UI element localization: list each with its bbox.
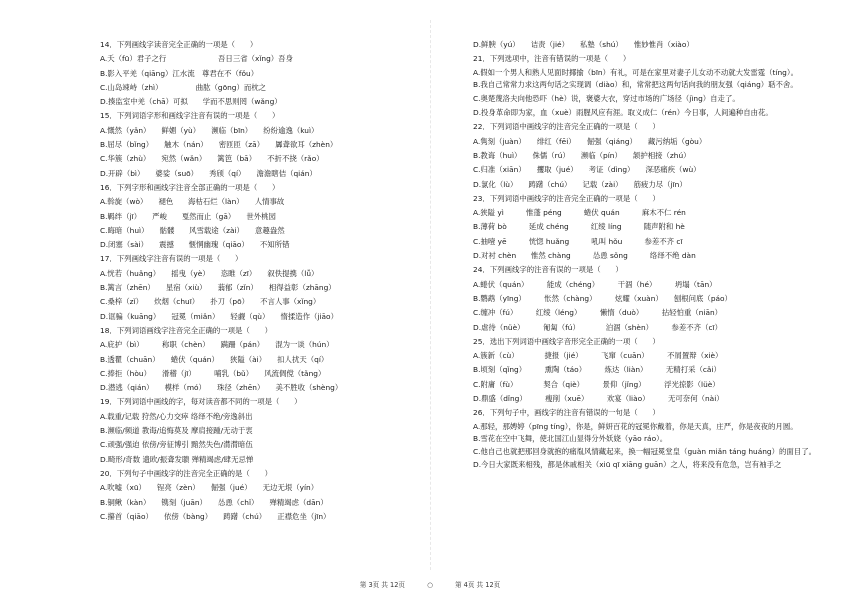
- page-number-right: 第 4页 共 12页: [454, 581, 501, 589]
- answer-option: B.雪花在空中飞舞，使北国江山显得分外妖娆（yāo ráo）。: [473, 434, 668, 444]
- answer-option: A.恍若（huǎng） 摇曳（yè） 恣睢（zī） 叙佚提携（lǚ）: [100, 268, 319, 278]
- answer-option: B.薄荷 bò 延成 chéng 红绫 líng 随声附和 hè: [473, 222, 685, 232]
- answer-option: A.吹嘘（xū） 锃亮（zèn） 倔强（jué） 无边无垠（yín）: [100, 483, 319, 493]
- answer-option: C.华簇（zhù） 宛然（wǎn） 篱笆（bā） 不折不挠（rǎo）: [100, 154, 324, 164]
- answer-option: B.鹦鹉（yīng） 怅然（chàng） 炫耀（xuàn） 刨根问底（páo）: [473, 293, 732, 303]
- right-column: [473, 38, 841, 473]
- answer-option: B.我自己常常力求这两句话之实现调（diào）和，常常把这两句话向我的朋友强（qiáng）聒不舍。: [473, 80, 798, 90]
- answer-option: D.潜逃（qián） 模样（mó） 珠径（zhēn） 美不胜收（shèng）: [100, 383, 343, 393]
- question-stem: 25．选出下列词语中画线字音形完全正确的一项（ ）: [473, 336, 660, 346]
- answer-option: D.畸形/奇数 遗欧/振聋发聩 殚精竭虑/肆无忌惮: [100, 454, 254, 464]
- answer-option: B.影入平羌（qiāng）江水流 尊君在不（fǒu）: [100, 68, 259, 78]
- answer-option: C.附庸（fù） 契合（qiè） 景仰（jǐng） 浮光掠影（lüè）: [473, 379, 720, 389]
- answer-option: C.他自己也就把那回身就抱的痛胤风情藏起来，换一幅冠冕堂皇（guàn miǎn táng huáng）的面目了。: [473, 446, 816, 456]
- answer-option: B.铜鳅（kàn） 镌刻（juān） 怂恿（chǐ） 殚精竭虑（dān）: [100, 497, 328, 507]
- answer-option: C.攥首（qiāo） 依傍（bàng） 踌躇（chú） 正襟危坐（jīn）: [100, 511, 331, 521]
- answer-option: C.奥楚蔑洛夫向他恐吓（hè）说，褒婆大衣，穿过市场的广场径（jìng）自走了。: [473, 93, 740, 103]
- answer-option: A.慨然（yǎn） 鲜媚（yù） 濒临（bīn） 纷纷逾逸（kuì）: [100, 125, 319, 135]
- answer-option: D.对衬 chèn 惟然 chàng 怂恿 sǒng 络绎不绝 dàn: [473, 251, 696, 261]
- question-stem: 16．下列字形和画线字注音全部正确的一项是（ ）: [100, 182, 280, 192]
- answer-option: C.归准（xiān） 攫取（jué） 考证（dìng） 深恶痛疾（wù）: [473, 165, 701, 175]
- answer-option: C.山岛竦峙（zhì） 曲肱（gōng）而枕之: [100, 82, 267, 92]
- answer-option: D.诓骗（kuāng） 冠冕（miǎn） 轻觑（qù） 惰揉造作（jiāo）: [100, 311, 338, 321]
- answer-option: A.蜷伏（quán） 能成（chéng） 干涸（hé） 坍塌（tān）: [473, 279, 717, 289]
- answer-option: C.顽强/强迫 依傍/旁征博引 黯然失色/潸潸暗伍: [100, 440, 253, 450]
- question-stem: 22．下列词语中画线字的注音完全正确的一项是（ ）: [473, 122, 660, 132]
- answer-option: B.教诲（huì） 侏儒（rú） 濒临（pín） 颔护相接（zhú）: [473, 150, 691, 160]
- answer-option: C.缠冲（fú） 红绫（léng） 懒惰（duò） 拈轻怕重（niān）: [473, 308, 723, 318]
- question-stem: 17．下列画线字注音有误的一项是（ ）: [100, 254, 243, 264]
- question-stem: 18．下列词语画线字注音完全正确的一项是（ ）: [100, 325, 273, 335]
- question-stem: 20．下列句子中画线字的注音完全正确的是（ ）: [100, 468, 273, 478]
- answer-option: A.狭隘 yì 惟蓬 péng 蜷伏 quán 麻木不仁 rén: [473, 208, 686, 218]
- answer-option: B.屈尽（bǐng） 触木（nán） 密匝匝（zā） 羼聋欲耳（zhèn）: [100, 140, 338, 150]
- answer-option: C.捧拒（hòu） 滑稽（jī） 哺乳（bǔ） 风流倜傥（tǎng）: [100, 368, 326, 378]
- answer-option: A.簇新（cù） 捷报（jié） 飞窜（cuān） 不屑置辩（xiè）: [473, 351, 723, 361]
- answer-option: D.鲜腴（yú） 诘责（jié） 私塾（shú） 惟妙惟肖（xiào）: [473, 40, 694, 49]
- answer-option: A.那轻，那娉婷（pīng tíng），你是，鲜妍百花的冠冕你戴着，你是天真，庄严，你是夜夜的月圆。: [473, 421, 798, 431]
- question-stem: 24．下列画线字的注音有误的一项是（ ）: [473, 265, 623, 275]
- page-footer: [0, 579, 860, 589]
- answer-option: B.篱言（zhēn） 星宿（xiù） 蓊郁（zǐn） 相得益彰（zhāng）: [100, 283, 336, 293]
- answer-option: D.开辟（bì） 婆娑（suō） 秀颀（qí） 澹澹瞎佶（qián）: [100, 168, 317, 178]
- answer-option: D.揍监室中羌（chā）可拟 学而不思则罔（wǎng）: [100, 97, 282, 107]
- answer-option: D.氯化（lù） 踌躇（chú） 记载（zài） 筋疲力尽（jīn）: [473, 179, 687, 189]
- page-number-left: 第 3页 共 12页: [359, 581, 405, 589]
- answer-option: B.顷刻（qǐng） 熏陶（táo） 炼达（liàn） 无精打采（cǎi）: [473, 365, 721, 375]
- answer-option: D.闭塞（sài） 震撼 惬惘幽瑰（qiāo） 不知所错: [100, 240, 290, 250]
- answer-option: A.斡旋（wò） 褪色 海枯石烂（làn） 人情事故: [100, 197, 285, 207]
- answer-option: A.庇护（bì） 称职（chèn） 蹒跚（pán） 混为一谈（hún）: [100, 340, 334, 350]
- question-stem: 19．下列词语中画线的字，每对读音都不同的一项是（ ）: [100, 397, 302, 407]
- answer-option: C.抽噎 yē 恍惚 huǎng 吼叫 hǒu 参差不齐 cī: [473, 236, 683, 246]
- answer-option: A.夭（fū）君子之行 吾日三省（xǐng）吾身: [100, 54, 293, 64]
- answer-option: B.濒临/频道 教诲/追悔莫及 摩肩接踵/无动于衷: [100, 426, 253, 436]
- answer-option: C.桑梓（zǐ） 炊烟（chuī） 扑刀（pō） 不言人事（xǐng）: [100, 297, 321, 307]
- question-stem: 15．下列词语字形和画线字注音有误的一项是（ ）: [100, 111, 280, 121]
- answer-option: D.鼎盛（dǐng） 瘦削（xuē） 欢宴（liào） 无可奈何（nài）: [473, 394, 724, 404]
- answer-option: D.虐待（nüè） 匍匐（fú） 泊涸（shèn） 参差不齐（cī）: [473, 322, 722, 332]
- answer-option: B.羁绊（jī） 严峻 戛然而止（gā） 世外桃园: [100, 211, 276, 221]
- question-stem: 14．下列画线字读音完全正确的一项是（ ）: [100, 40, 258, 49]
- answer-option: A.隽刻（juàn） 绯红（fēi） 倔强（qiáng） 藏污纳垢（gòu）: [473, 136, 707, 146]
- answer-option: B.透瞿（chuān） 蜷伏（quán） 狭隘（ài） 扣人扰天（qí）: [100, 354, 329, 364]
- answer-option: D.今日大家既来相残，都是休戚相关（xiū qī xiāng guān）之人，将来没有危急，岂有袖手之: [473, 460, 782, 470]
- answer-option: C.晦暗（huì） 骷髅 风雪载途（zài） 意趣盎然: [100, 225, 285, 235]
- answer-option: D.投身革命即为家，血（xuè）雨腥风应有涯。取义成仁（rén）今日事，人间遍种自由花。: [473, 108, 773, 118]
- left-column: [100, 38, 468, 524]
- question-stem: 23．下列词语中画线字的注音完全正确的一项是（ ）: [473, 193, 660, 203]
- question-stem: 26．下列句子中，画线字的注音有错误的一句是（ ）: [473, 408, 660, 418]
- answer-option: A.假如一个男人和熟人见面时揶揄（bīn）有礼，可是在家里对妻子儿女动不动就大发雷霆（tíng）。: [473, 67, 798, 77]
- answer-option: A.载重/记载 狩然/心力交瘁 络绎不绝/旁逸斜出: [100, 411, 253, 421]
- question-stem: 21．下列选项中，注音有错误的一项是（ ）: [473, 54, 631, 64]
- center-dot: ○: [427, 581, 433, 589]
